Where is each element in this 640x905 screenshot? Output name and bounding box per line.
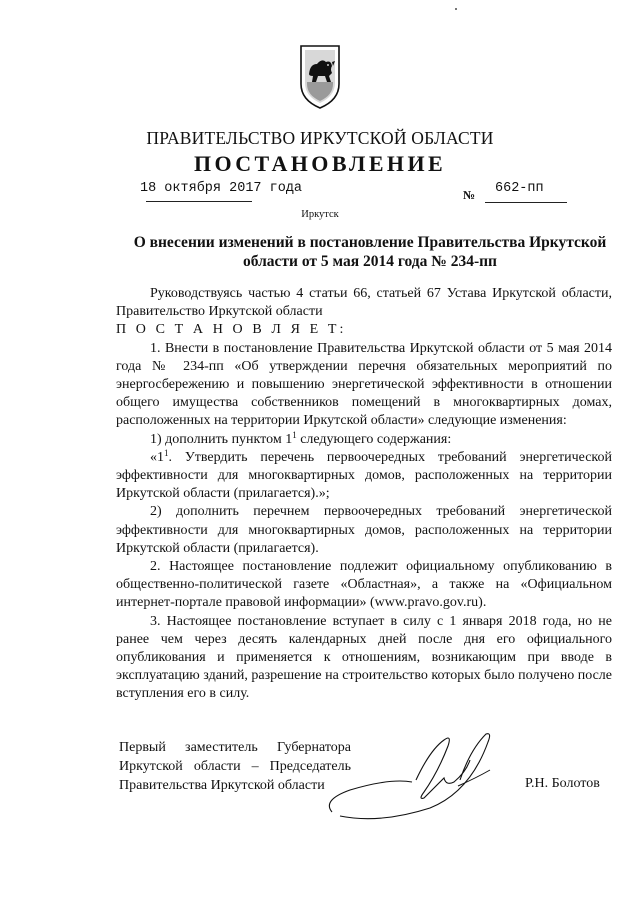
position-line: Первый заместитель Губернатора — [119, 740, 351, 755]
government-title: ПРАВИТЕЛЬСТВО ИРКУТСКОЙ ОБЛАСТИ — [146, 128, 494, 148]
item-1-1-text: 1) дополнить пунктом 1 — [150, 431, 293, 447]
item-1-2: 2) дополнить перечнем первоочередных требований энергетической эффективности для многоквартирных домов, расположенных на территории Иркутской области (прилагается). — [116, 504, 612, 556]
quoted-paragraph — [116, 449, 612, 504]
city: Иркутск — [301, 209, 339, 220]
document-type: ПОСТАНОВЛЕНИЕ — [193, 151, 447, 176]
position-line: Иркутской области – Председатель — [119, 759, 351, 774]
signatory-position — [119, 738, 351, 795]
item-3: 3. Настоящее постановление вступает в силу с 1 января 2018 года, но не ранее чем через десять календарных дней после дня его официального опубликования и применяется к отношениям, возникающим при вводе в эксплуатацию зданий, разрешение на строительство которых было получено после вступления его в силу. — [116, 613, 612, 702]
number-sign: № — [463, 188, 476, 202]
item-2: 2. Настоящее постановление подлежит официальному опубликованию в общественно-политической газете «Областная», а также на «Официальном интернет-портале правовой информации» (www.pravo.gov.ru). — [116, 559, 612, 611]
item-1-1-text-end: следующего содержания: — [296, 431, 452, 447]
superscript: 1 — [292, 429, 297, 440]
date-underline — [146, 201, 252, 202]
scan-speck — [455, 8, 457, 10]
preamble: Руководствуясь частью 4 статьи 66, статьей 67 Устава Иркутской области, Правительство Иркутской области — [116, 286, 612, 320]
quote-start: «1 — [150, 449, 164, 465]
handwritten-signature-icon — [320, 720, 510, 830]
irkutsk-coat-of-arms-icon — [298, 40, 342, 112]
item-1-1 — [116, 431, 612, 449]
decree-word: П О С Т А Н О В Л Я Е Т: — [116, 322, 347, 338]
document-subject: О внесении изменений в постановление Правительства Иркутской области от 5 мая 2014 года № 234-пп — [133, 234, 607, 270]
position-line: Правительства Иркутской области — [119, 778, 325, 793]
signer-name: Р.Н. Болотов — [525, 776, 600, 791]
document-number: 662-пп — [495, 181, 544, 196]
document-body — [116, 285, 612, 704]
number-underline — [485, 202, 567, 203]
item-1: 1. Внести в постановление Правительства Иркутской области от 5 мая 2014 года № 234-пп «Об утверждении перечня обязательных мероприятий по энергосбережению и повышению энергетической эффективности в отношении общего имущества собственников помещений в многоквартирных домах, расположенных на территории Иркутской области» следующие изменения: — [116, 340, 612, 429]
document-date: 18 октября 2017 года — [140, 181, 303, 196]
quote-text: . Утвердить перечень первоочередных требований энергетической эффективности для многоквартирных домов, расположенных на территории Иркутской области (прилагается).»; — [116, 449, 612, 502]
superscript: 1 — [164, 447, 169, 458]
